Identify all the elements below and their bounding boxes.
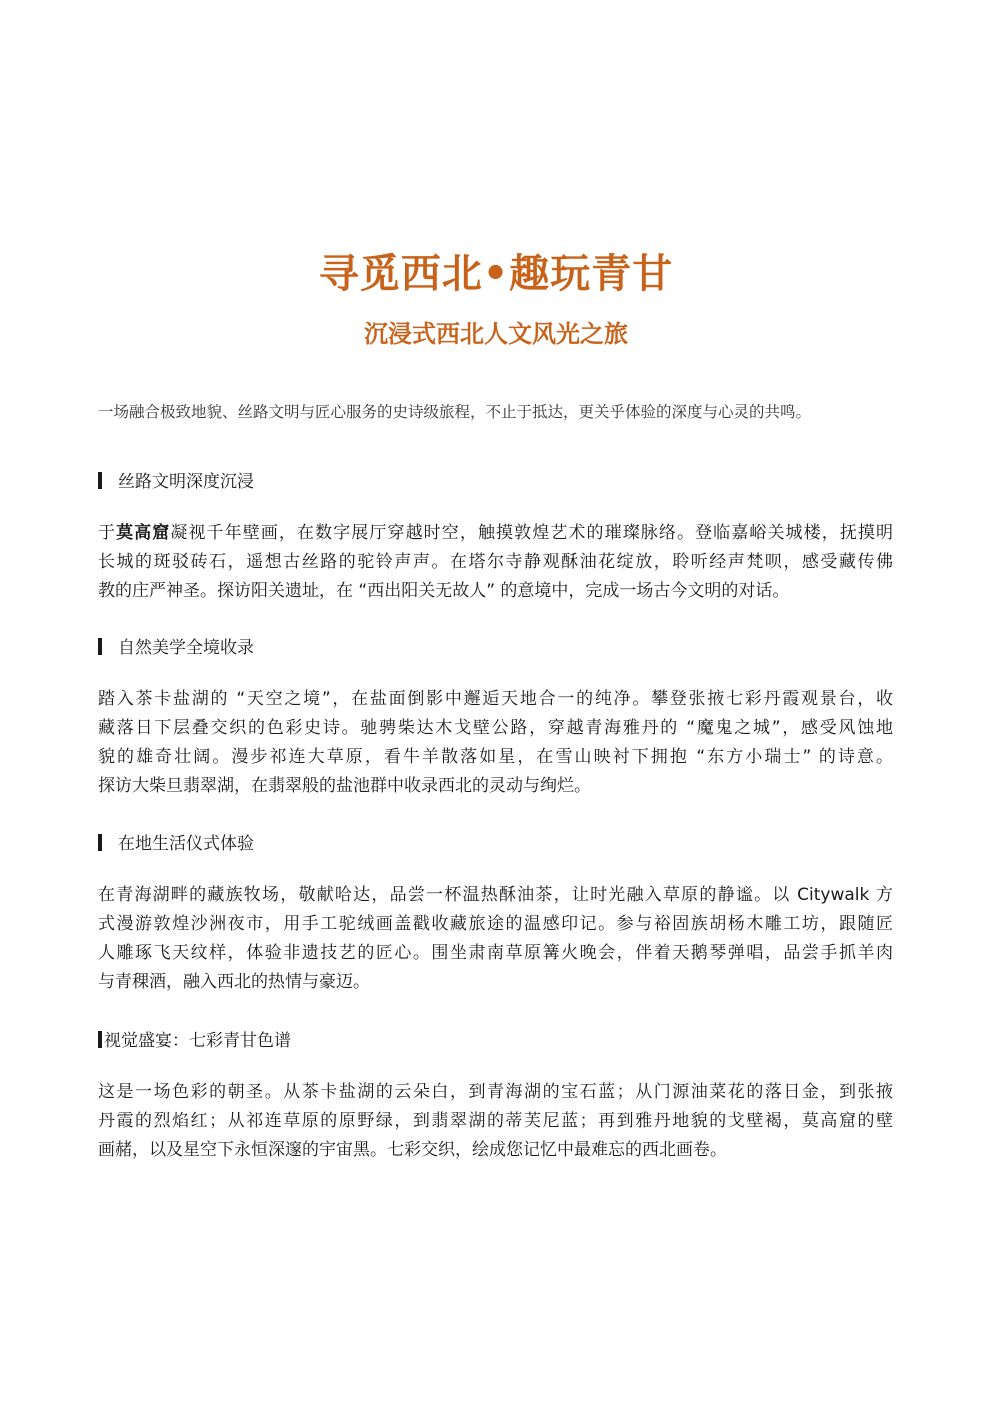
page-title: 寻觅西北•趣玩青甘 xyxy=(318,251,674,297)
page-subtitle: 沉浸式西北人文风光之旅 xyxy=(364,320,628,348)
paragraph-line: 这是一场色彩的朝圣。从茶卡盐湖的云朵白，到青海湖的宝石蓝；从门源油菜花的落日金，到张掖 xyxy=(98,1082,893,1102)
paragraph-line: 貌的雄奇壮阔。漫步祁连大草原，看牛羊散落如星，在雪山映衬下拥抱 “东方小瑞士” 的诗意。 xyxy=(98,747,893,767)
paragraph-line: 探访大柴旦翡翠湖，在翡翠般的盐池群中收录西北的灵动与绚烂。 xyxy=(98,776,591,796)
section-paragraph-silk-road xyxy=(98,519,893,606)
heading-bar xyxy=(98,1031,102,1048)
section-paragraph-local-life xyxy=(98,881,893,997)
heading-bar xyxy=(98,472,102,489)
section-paragraph-nature xyxy=(98,685,893,801)
paragraph-line: 藏落日下层叠交织的色彩史诗。驰骋柴达木戈壁公路，穿越青海雅丹的 “魔鬼之城”，感受风蚀地 xyxy=(98,718,893,738)
paragraph-line: 于莫高窟凝视千年壁画，在数字展厅穿越时空，触摸敦煌艺术的璀璨脉络。登临嘉峪关城楼，抚摸明 xyxy=(98,523,894,543)
section-heading-silk-road: 丝路文明深度沉浸 xyxy=(98,468,254,496)
intro-text: 一场融合极致地貌、丝路文明与匠心服务的史诗级旅程，不止于抵达，更关乎体验的深度与心灵的共鸣。 xyxy=(98,403,812,421)
highlight-mogao: 莫高窟 xyxy=(116,523,171,543)
paragraph-line: 在青海湖畔的藏族牧场，敬献哈达，品尝一杯温热酥油茶，让时光融入草原的静谧。以 Citywalk 方 xyxy=(98,885,893,905)
section-heading-local-life: 在地生活仪式体验 xyxy=(98,830,254,858)
paragraph-line: 教的庄严神圣。探访阳关遗址，在 “西出阳关无故人” 的意境中，完成一场古今文明的对话。 xyxy=(98,581,790,601)
heading-bar xyxy=(98,638,102,655)
section-heading-colors: 视觉盛宴：七彩青甘色谱 xyxy=(98,1027,291,1055)
paragraph-line: 丹霞的烈焰红；从祁连草原的原野绿，到翡翠湖的蒂芙尼蓝；再到雅丹地貌的戈壁褐，莫高窟的壁 xyxy=(98,1111,893,1131)
section-heading-nature: 自然美学全境收录 xyxy=(98,634,254,662)
paragraph-line: 踏入茶卡盐湖的 “天空之境”，在盐面倒影中邂逅天地合一的纯净。攀登张掖七彩丹霞观景台，收 xyxy=(98,689,893,709)
paragraph-line: 画赭，以及星空下永恒深邃的宇宙黑。七彩交织，绘成您记忆中最难忘的西北画卷。 xyxy=(98,1140,727,1160)
paragraph-line: 与青稞酒，融入西北的热情与豪迈。 xyxy=(98,972,370,992)
paragraph-line: 人雕琢飞天纹样，体验非遗技艺的匠心。围坐肃南草原篝火晚会，伴着天鹅琴弹唱，品尝手抓羊肉 xyxy=(98,943,893,963)
paragraph-line: 长城的斑驳砖石，遥想古丝路的驼铃声声。在塔尔寺静观酥油花绽放，聆听经声梵呗，感受藏传佛 xyxy=(98,552,893,572)
heading-bar xyxy=(98,834,102,851)
section-paragraph-colors xyxy=(98,1078,893,1165)
paragraph-line: 式漫游敦煌沙洲夜市，用手工驼绒画盖戳收藏旅途的温感印记。参与裕固族胡杨木雕工坊，跟随匠 xyxy=(98,914,893,934)
